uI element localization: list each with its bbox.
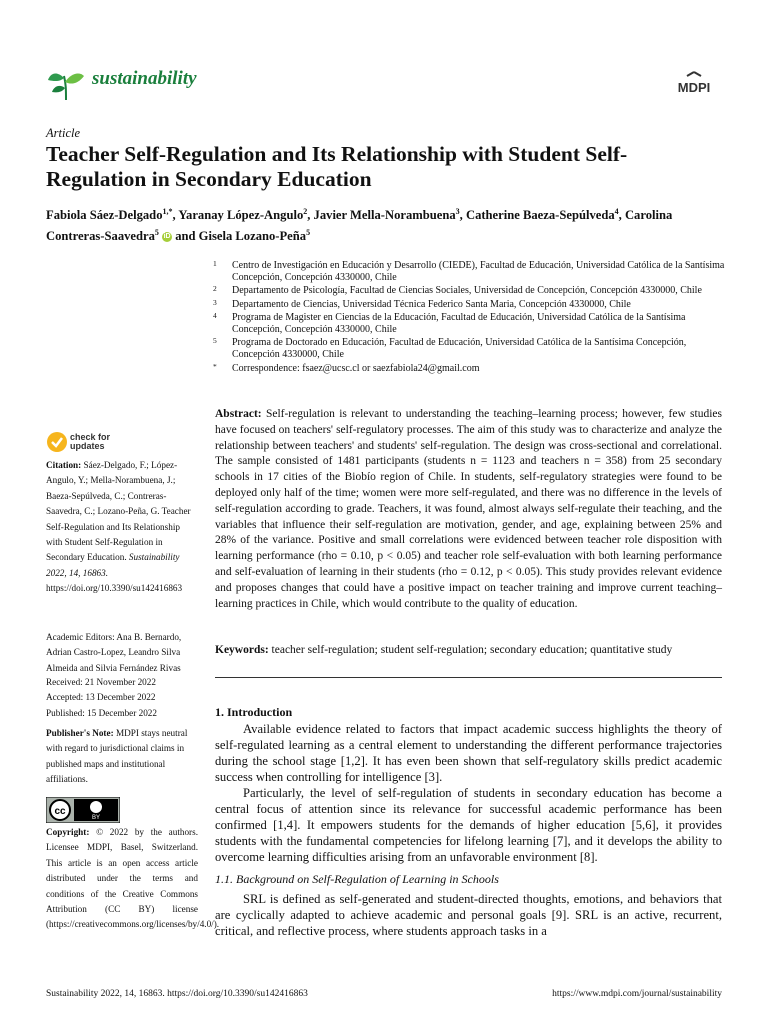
affiliation-item: 4 Programa de Magister en Ciencias de la Educación, Facultad de Educación, Universidad Católica de la Santísima Concepción, Concepción 4330000, Chile	[213, 310, 686, 336]
author[interactable]: Fabiola Sáez-Delgado	[46, 208, 163, 223]
check-updates-label: check for updates	[70, 432, 111, 451]
cc-by-license-badge[interactable]	[46, 797, 120, 823]
intro-paragraph: Available evidence related to factors that impact academic success highlights the theory of self-regulated learning as a central element to understanding the different performance trajectories during the school stage [1,2]. It has even been shown that self-regulatory skills predict academic success when controlling for intelligence [3].	[215, 722, 722, 784]
copyright-block: Copyright: © 2022 by the authors. Licensee MDPI, Basel, Switzerland. This article is an open access article distributed under the terms and conditions of the Creative Commons Attribution (CC BY) license (https://creativecommons.org/licenses/by/4.0/).	[46, 827, 220, 930]
orcid-icon[interactable]: iD	[163, 233, 171, 241]
dates-block	[46, 675, 198, 721]
footer-journal-link[interactable]: https://www.mdpi.com/journal/sustainability	[552, 989, 722, 999]
citation-block: Citation: Sáez-Delgado, F.; López-Angulo, Y.; Mella-Norambuena, J.; Baeza-Sepúlveda, C.; Contreras-Saavedra, C.; Lozano-Peña, G. Teacher Self-Regulation and Its Relationship with Student Self-Regulation in Secondary Education. Sustainability 2022, 14, 16863. https://doi.org/10.3390/su142416863	[46, 460, 191, 594]
intro-paragraph: Particularly, the level of self-regulation of students in secondary education has become a central focus of attention since its relevance for successful academic performance has been confirmed [1,4]. It empowers students for the demands of higher education [5,6], it provides students with the fundamental competencies for lifelong learning [7], and it develops the ability to overcome learning difficulties arising from an unfavorable environment [8].	[215, 786, 722, 864]
section-heading: 1. Introduction	[215, 705, 293, 719]
journal-name: sustainability	[92, 68, 197, 89]
mdpi-logo-text: MDPI	[677, 80, 711, 95]
received-date: Received: 21 November 2022	[46, 677, 156, 687]
intro-paragraph: SRL is defined as self-generated and student-directed thoughts, emotions, and behaviors that are cyclically adapted to achieve academic and personal goals [9]. SRL is an active, recurrent, critical, and reflective process, where students approach tasks in a	[215, 892, 722, 938]
author[interactable]: Carolina Contreras-Saavedra	[46, 208, 673, 244]
citation-doi-link[interactable]: https://doi.org/10.3390/su142416863	[46, 583, 183, 594]
author[interactable]: Javier Mella-Norambuena	[313, 208, 456, 223]
by-icon: BY	[91, 815, 101, 821]
subsection-heading: 1.1. Background on Self-Regulation of Learning in Schools	[215, 872, 499, 886]
page-title: Teacher Self-Regulation and Its Relationship with Student Self-Regulation in Secondary Education	[46, 142, 628, 191]
correspondence: * Correspondence: fsaez@ucsc.cl or saezfabiola24@gmail.com	[213, 361, 480, 374]
author-list: Fabiola Sáez-Delgado$^{1,*}$, Yaranay López-Angulo$^2$, Javier Mella-Norambuena$^3$, Catherine Baeza-Sepúlveda$^4$, Carolina Contreras-Saavedra$^5$ iD and Gisela Lozano-Peña$^5$	[46, 207, 673, 244]
accepted-date: Accepted: 13 December 2022	[46, 692, 156, 703]
affiliation-item: 1 Centro de Investigación en Educación y Desarrollo (CIEDE), Facultad de Educación, Universidad Católica de la Santísima Concepción, Concepción 4330000, Chile	[213, 259, 725, 284]
article-type: Article	[46, 126, 81, 140]
cc-icon: cc	[54, 806, 66, 817]
affiliation-list	[213, 260, 728, 376]
section-divider	[215, 677, 722, 678]
keywords: Keywords: teacher self-regulation; student self-regulation; secondary education; quantitative study	[215, 644, 673, 656]
publisher-note: Publisher's Note: MDPI stays neutral with regard to jurisdictional claims in published maps and institutional affiliations.	[46, 728, 188, 785]
journal-leaf-logo	[46, 62, 86, 102]
affiliation-item: 5 Programa de Doctorado en Educación, Facultad de Educación, Universidad Católica de la Santísima Concepción, Concepción 4330000, Chile	[213, 336, 687, 361]
published-date: Published: 15 December 2022	[46, 707, 157, 718]
author[interactable]: Catherine Baeza-Sepúlveda	[465, 208, 615, 223]
mdpi-logo	[668, 70, 720, 102]
affiliation-item: 3 Departamento de Ciencias, Universidad Técnica Federico Santa Maria, Concepción 4330000, Chile	[213, 297, 631, 310]
check-updates-icon	[46, 431, 68, 453]
affiliation-item: 2 Departamento de Psicología, Facultad de Ciencias Sociales, Universidad de Concepción, Concepción 4330000, Chile	[213, 284, 702, 297]
footer-citation[interactable]: Sustainability 2022, 14, 16863. https://doi.org/10.3390/su142416863	[46, 989, 308, 999]
academic-editors: Academic Editors: Ana B. Bernardo, Adrian Castro-Lopez, Leandro Silva Almeida and Silvia Fernández Rivas	[46, 632, 182, 673]
author[interactable]: Yaranay López-Angulo	[178, 208, 304, 223]
author[interactable]: Gisela Lozano-Peña	[198, 229, 307, 244]
check-for-updates-button[interactable]	[46, 431, 126, 455]
abstract: Abstract: Self-regulation is relevant to understanding the teaching–learning process; however, few studies have focused on teachers' self-regulatory processes. The aim of this study was to characterize and analyze the relationship between teachers' and students' self-regulation. The design was cross-sectional and correlational. The sample consisted of 1481 participants (students n = 1123 and teachers n = 358) from 25 secondary schools in 17 cities of the Biobío region of Chile. In students, self-regulatory strategies were found to be deployed only half of the time; women were more self-regulated, and there was no difference in the levels of self-regulation according to grade. Teachers, it was found, almost always self-regulate their teaching, and the variables that influence their self-regulation are motivation, gender, and age, explaining between 25% and 28% of the variance. Positive and small correlations were evidenced between teacher role disposition with learning performance (rho = 0.10, p < 0.05) and teacher role self-evaluation with both learning performance and self-evaluation of learning in their students (rho = 0.12, p < 0.05). This study provides relevant evidence and proposes changes that could have a positive impact on teacher training and improve current teaching–learning practices in Chile, which would contribute to the quality of education.	[215, 408, 723, 610]
